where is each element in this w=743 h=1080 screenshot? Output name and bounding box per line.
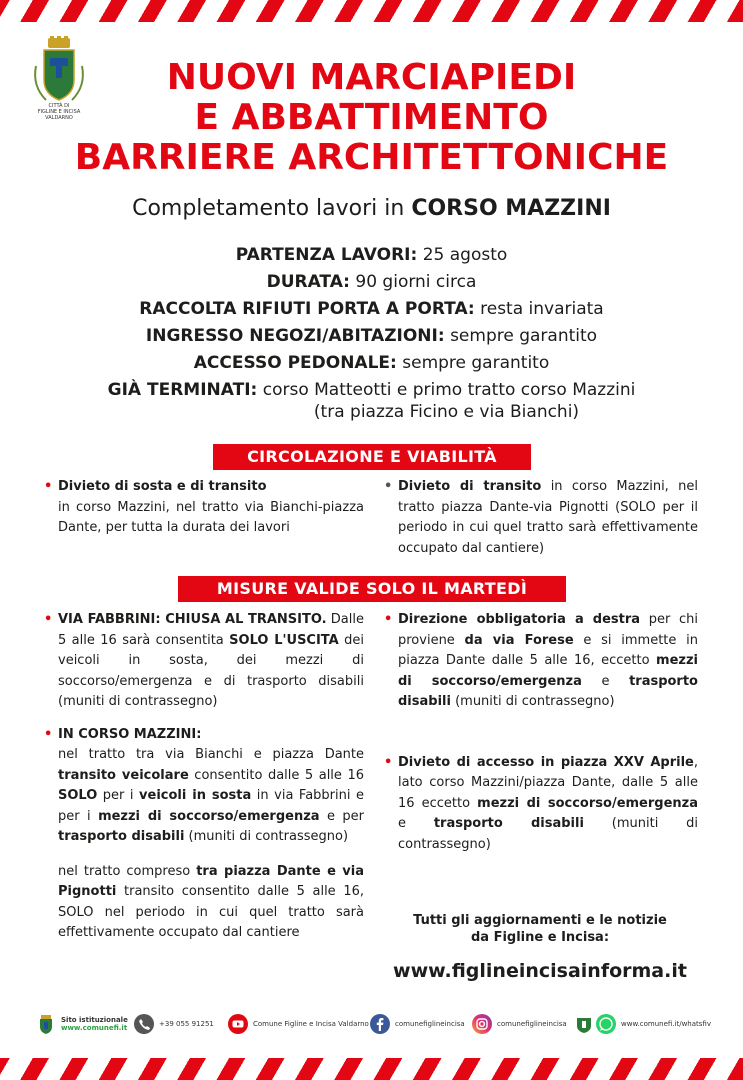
traffic-left-column bbox=[42, 477, 364, 551]
footer-phone[interactable]: +39 055 91251 bbox=[134, 1006, 214, 1042]
whatsapp-icon bbox=[596, 1014, 616, 1034]
crest-small-icon bbox=[574, 1014, 594, 1034]
tuesday-right-column bbox=[382, 610, 698, 867]
top-hazard-stripes bbox=[0, 0, 743, 22]
footer-site[interactable]: Sito istituzionale www.comunefi.it bbox=[36, 1006, 128, 1042]
list-item: • VIA FABBRINI: CHIUSA AL TRANSITO. Dalle 5 alle 16 sarà consentita SOLO L'USCITA dei veicoli in sosta, dei mezzi di soccorso/emergenza e di trasporto disabili (muniti di contrassegno) bbox=[44, 612, 364, 709]
list-item: nel tratto compreso tra piazza Dante e via Pignotti transito consentito dalle 5 alle 16, SOLO nel periodo in cui quel tratto sarà effettivamente occupato dal cantiere bbox=[58, 863, 365, 940]
footer-facebook[interactable]: comunefiglineincisa bbox=[370, 1006, 465, 1042]
list-item: • Divieto di accesso in piazza XXV Aprile, lato corso Mazzini/piazza Dante, dalle 5 alle 16 eccetto mezzi di soccorso/emergenza e trasporto disabili (muniti di contrassegno) bbox=[384, 754, 698, 852]
instagram-icon bbox=[472, 1014, 492, 1034]
youtube-icon bbox=[228, 1014, 248, 1034]
website-link[interactable]: www.figlineincisainforma.it bbox=[393, 960, 687, 982]
contacts-footer bbox=[36, 1006, 716, 1042]
phone-icon bbox=[134, 1014, 154, 1034]
city-crest-icon bbox=[36, 1014, 56, 1034]
list-item: • Divieto di transito in corso Mazzini, nel tratto piazza Dante-via Pignotti (SOLO per il periodo in cui quel tratto sarà effettivamente occupato dal cantiere) bbox=[384, 479, 698, 556]
fact-start: PARTENZA LAVORI: 25 agosto bbox=[235, 245, 508, 265]
tuesday-left-column bbox=[42, 610, 364, 956]
footer-instagram[interactable]: comunefiglineincisa bbox=[472, 1006, 567, 1042]
section-heading-traffic: CIRCOLAZIONE E VIABILITÀ bbox=[213, 444, 531, 470]
subtitle: Completamento lavori in CORSO MAZZINI bbox=[132, 196, 611, 221]
list-item: • IN CORSO MAZZINI: nel tratto tra via Bianchi e piazza Dante transito veicolare consentito dalle 5 alle 16 SOLO per i veicoli in sosta in via Fabbrini e per i mezzi di soccorso/emergenza e per trasporto disabili (muniti di contrassegno) bbox=[44, 726, 364, 844]
list-item: • Direzione obbligatoria a destra per chi proviene da via Forese e si immette in piazza Dante dalle 5 alle 16, eccetto mezzi di soccorso/emergenza e trasporto disabili (muniti di contrassegno) bbox=[384, 612, 699, 709]
crest-caption: CITTÀ DI FIGLINE E INCISA VALDARNO bbox=[37, 103, 81, 121]
bottom-hazard-stripes bbox=[0, 1058, 743, 1080]
section-heading-tuesday: MISURE VALIDE SOLO IL MARTEDÌ bbox=[178, 576, 566, 602]
fact-pedestrian-access: ACCESSO PEDONALE: sempre garantito bbox=[193, 353, 550, 373]
fact-duration: DURATA: 90 giorni circa bbox=[266, 272, 477, 292]
fact-shop-access: INGRESSO NEGOZI/ABITAZIONI: sempre garantito bbox=[145, 326, 598, 346]
page-title: NUOVI MARCIAPIEDI E ABBATTIMENTO BARRIERE ARCHITETTONICHE bbox=[74, 57, 669, 178]
traffic-right-column bbox=[382, 477, 698, 571]
facebook-icon bbox=[370, 1014, 390, 1034]
updates-note: Tutti gli aggiornamenti e le notizie da Figline e Incisa: bbox=[413, 913, 667, 945]
fact-completed: GIÀ TERMINATI: corso Matteotti e primo tratto corso Mazzini (tra piazza Ficino e via Bianchi) bbox=[107, 380, 636, 422]
list-item: • Divieto di sosta e di transito in corso Mazzini, nel tratto via Bianchi-piazza Dante, per tutta la durata dei lavori bbox=[44, 479, 364, 535]
footer-youtube[interactable]: Comune Figline e Incisa Valdarno bbox=[228, 1006, 369, 1042]
works-facts-list bbox=[0, 242, 743, 423]
footer-whatsapp[interactable]: www.comunefi.it/whatsfiv bbox=[574, 1006, 711, 1042]
fact-waste-collection: RACCOLTA RIFIUTI PORTA A PORTA: resta invariata bbox=[139, 299, 604, 319]
